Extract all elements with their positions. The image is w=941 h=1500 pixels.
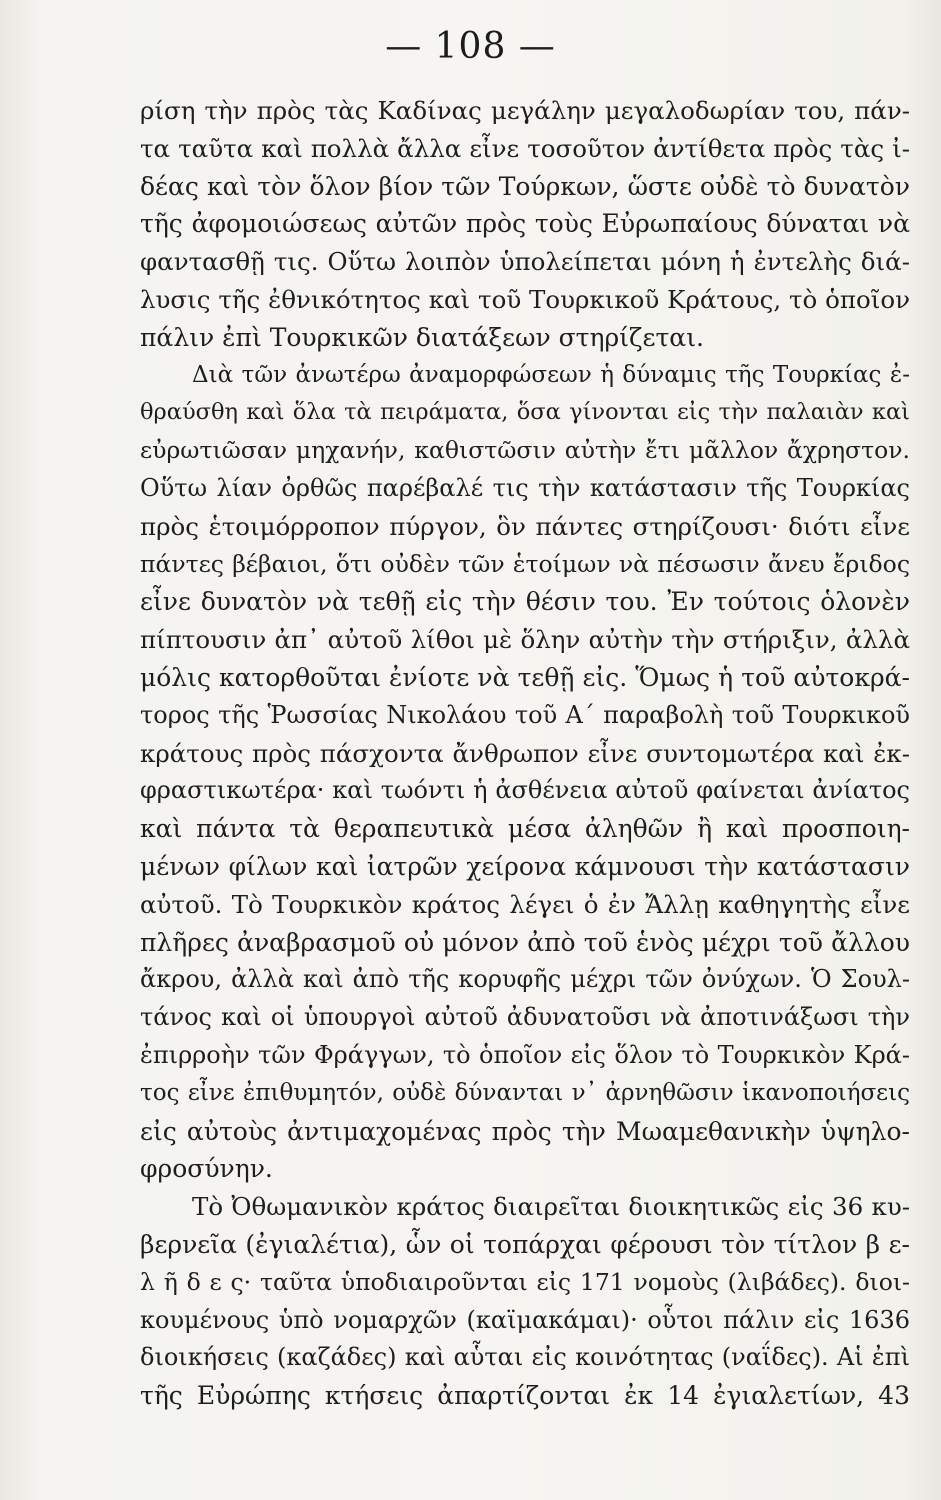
text-line: λ ῆ δ ε ς· ταῦτα ὑποδιαιροῦνται εἰς 171 νομοὺς (λιβάδες). διοι-	[140, 1267, 910, 1296]
text-line: κράτους πρὸς πάσχοντα ἄνθρωπον εἶνε συντομωτέρα καὶ ἐκ-	[140, 738, 910, 768]
text-line: ρίση τὴν πρὸς τὰς Καδίνας μεγάλην μεγαλοδωρίαν του, πάν-	[140, 96, 910, 125]
text-line: θραύσθη καὶ ὅλα τὰ πειράματα, ὅσα γίνονται εἰς τὴν παλαιὰν καὶ	[140, 399, 910, 426]
text-line: φαντασθῇ τις. Οὕτω λοιπὸν ὑπολείπεται μόνη ἡ ἐντελὴς διά-	[140, 247, 910, 277]
text-line: κουμένους ὑπὸ νομαρχῶν (καϊμακάμαι)· οὗτοι πάλιν εἰς 1636	[140, 1305, 910, 1334]
text-line: αὐτοῦ. Τὸ Τουρκικὸν κράτος λέγει ὁ ἐν Ἄλλῃ καθηγητὴς εἶνε	[140, 889, 910, 919]
page-number: — 108 —	[385, 26, 556, 67]
text-line: Διὰ τῶν ἀνωτέρω ἀναμορφώσεων ἡ δύναμις τῆς Τουρκίας ἐ-	[192, 361, 910, 388]
text-line: τος εἶνε ἐπιθυμητόν, οὐδὲ δύνανται ν᾽ ἀρνηθῶσιν ἱκανοποιήσεις	[140, 1079, 910, 1106]
text-line: εἶνε δυνατὸν νὰ τεθῇ εἰς τὴν θέσιν του. Ἐν τούτοις ὁλονὲν	[140, 587, 910, 617]
text-line: τῆς ἀφομοιώσεως αὐτῶν πρὸς τοὺς Εὐρωπαίους δύναται νὰ	[140, 209, 910, 239]
text-line: τῆς Εὐρώπης κτήσεις ἀπαρτίζονται ἐκ 14 ἐγιαλετίων, 43	[140, 1381, 910, 1411]
text-line: εἰς αὐτοὺς ἀντιμαχομένας πρὸς τὴν Μωαμεθανικὴν ὑψηλο-	[140, 1116, 910, 1146]
text-line: Τὸ Ὀθωμανικὸν κράτος διαιρεῖται διοικητικῶς εἰς 36 κυ-	[192, 1192, 910, 1222]
text-line: πλῆρες ἀναβρασμοῦ οὐ μόνον ἀπὸ τοῦ ἑνὸς μέχρι τοῦ ἄλλου	[140, 927, 910, 957]
text-line: τάνος καὶ οἱ ὑπουργοὶ αὐτοῦ ἀδυνατοῦσι νὰ ἀποτινάξωσι τὴν	[140, 1003, 910, 1032]
text-line: φροσύνην.	[140, 1154, 273, 1184]
text-line: ἄκρου, ἀλλὰ καὶ ἀπὸ τῆς κορυφῆς μέχρι τῶν ὀνύχων. Ὁ Σουλ-	[140, 965, 910, 994]
text-line: τα ταῦτα καὶ πολλὰ ἄλλα εἶνε τοσοῦτον ἀντίθετα πρὸς τὰς ἰ-	[140, 133, 910, 163]
text-line: Οὕτω λίαν ὀρθῶς παρέβαλέ τις τὴν κατάστασιν τῆς Τουρκίας	[140, 473, 910, 502]
text-line: λυσις τῆς ἐθνικότητος καὶ τοῦ Τουρκικοῦ Κράτους, τὸ ὁποῖον	[140, 284, 910, 314]
text-line: εὐρωτιῶσαν μηχανήν, καθιστῶσιν αὐτὴν ἔτι μᾶλλον ἄχρηστον.	[140, 436, 910, 465]
text-line: διοικήσεις (καζάδες) καὶ αὗται εἰς κοινότητας (ναΐδες). Αἱ ἐπὶ	[140, 1343, 910, 1372]
text-line: πάντες βέβαιοι, ὅτι οὐδὲν τῶν ἑτοίμων νὰ πέσωσιν ἄνευ ἔριδος	[140, 549, 910, 578]
text-line: μένων φίλων καὶ ἰατρῶν χείρονα κάμνουσι τὴν κατάστασιν	[140, 851, 910, 881]
text-line: καὶ πάντα τὰ θεραπευτικὰ μέσα ἀληθῶν ἢ καὶ προσποιη-	[140, 814, 910, 844]
body-text	[140, 92, 910, 1415]
text-line: πίπτουσιν ἀπ᾽ αὐτοῦ λίθοι μὲ ὅλην αὐτὴν τὴν στήριξιν, ἀλλὰ	[140, 625, 910, 655]
text-line: δέας καὶ τὸν ὅλον βίον τῶν Τούρκων, ὥστε οὐδὲ τὸ δυνατὸν	[140, 171, 910, 201]
text-line: βερνεῖα (ἐγιαλέτια), ὧν οἱ τοπάρχαι φέρουσι τὸν τίτλον β ε-	[140, 1229, 910, 1259]
text-line: φραστικωτέρα· καὶ τωόντι ἡ ἀσθένεια αὐτοῦ φαίνεται ἀνίατος	[140, 776, 910, 805]
text-line: πρὸς ἑτοιμόρροπον πύργον, ὃν πάντες στηρίζουσι· διότι εἶνε	[140, 511, 910, 541]
text-line: πάλιν ἐπὶ Τουρκικῶν διατάξεων στηρίζεται.	[140, 322, 704, 352]
text-line: μόλις κατορθοῦται ἐνίοτε νὰ τεθῇ εἰς. Ὅμως ἡ τοῦ αὐτοκρά-	[140, 662, 910, 692]
text-line: τορος τῆς Ῥωσσίας Νικολάου τοῦ Α΄ παραβολὴ τοῦ Τουρκικοῦ	[140, 700, 910, 729]
text-line: ἐπιρροὴν τῶν Φράγγων, τὸ ὁποῖον εἰς ὅλον τὸ Τουρκικὸν Κρά-	[140, 1040, 910, 1069]
